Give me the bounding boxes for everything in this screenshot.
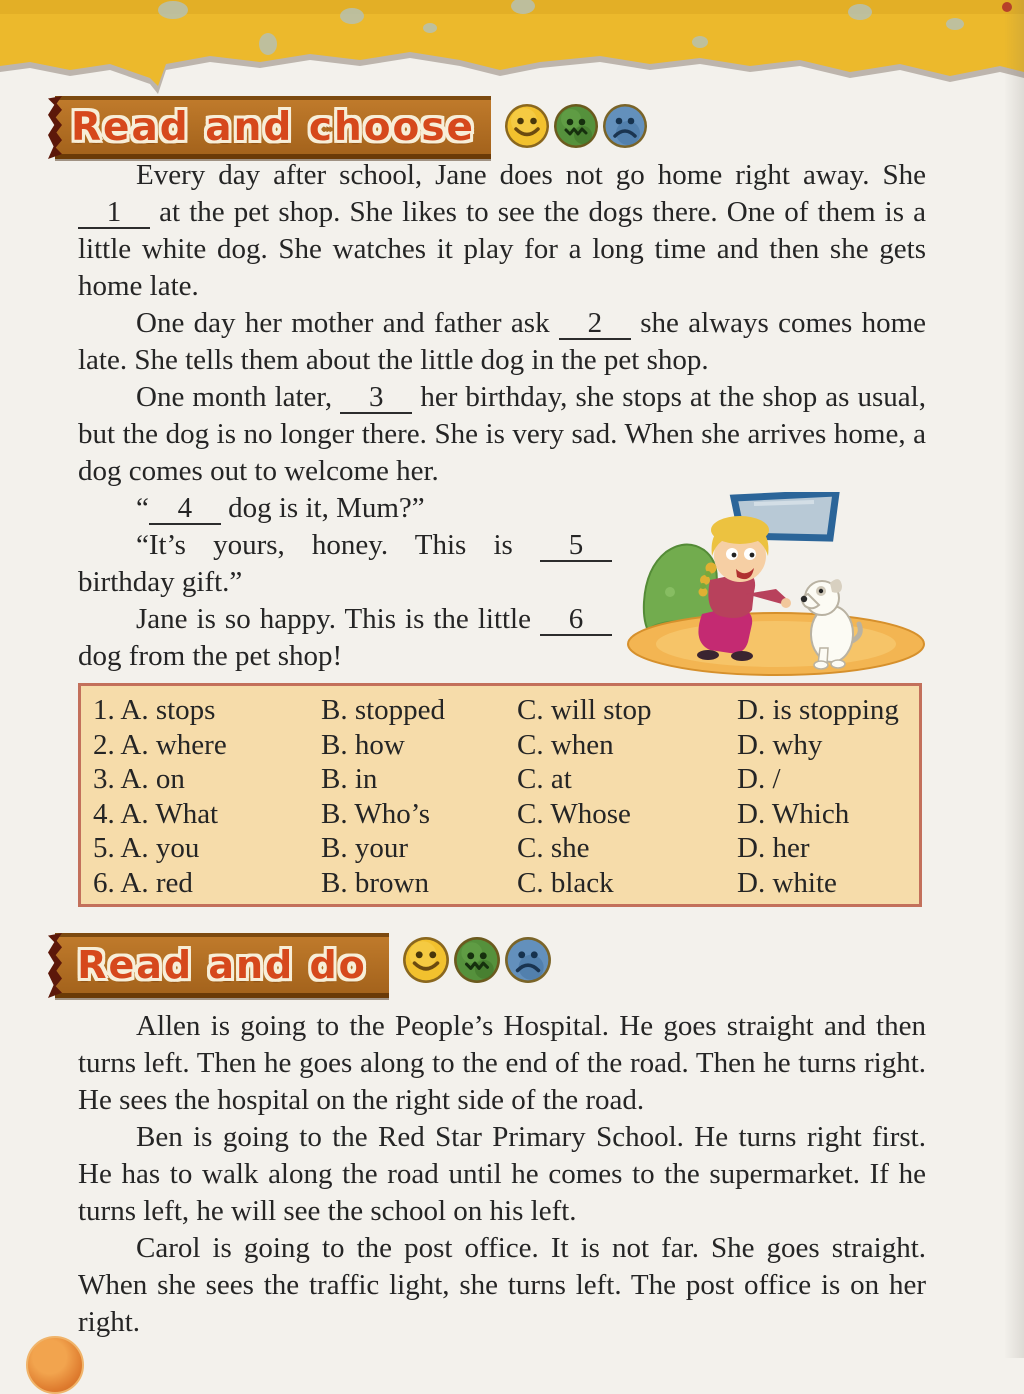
feedback-face-icons — [504, 103, 648, 149]
choice-option-a: 2. A. where — [93, 728, 227, 761]
red-corner-mark — [1002, 2, 1012, 12]
paragraph: Jane is so happy. This is the little 6 dog from the pet shop! — [78, 601, 926, 675]
choice-option-c: C. at — [517, 763, 572, 795]
choice-option-d: D. / — [737, 763, 781, 795]
choice-option-c: C. Whose — [517, 797, 631, 830]
banner-read-and-do — [55, 933, 389, 998]
fill-blank-3: 3 — [340, 382, 412, 414]
choice-option-a: 1. A. stops — [93, 694, 216, 726]
feedback-face-icons — [402, 936, 552, 984]
answer-choices-box — [78, 683, 922, 907]
choice-option-b: B. brown — [321, 866, 429, 899]
choice-option-a: 6. A. red — [93, 866, 193, 899]
fill-blank-5: 5 — [540, 530, 612, 562]
sad-face-icon — [602, 103, 648, 149]
choice-row — [93, 797, 919, 832]
soso-face-icon — [453, 936, 501, 984]
choice-option-c: C. she — [517, 832, 590, 864]
choice-row — [93, 693, 919, 728]
choice-option-b: B. stopped — [321, 694, 446, 726]
choice-option-c: C. when — [517, 728, 614, 761]
choice-option-b: B. your — [321, 832, 408, 864]
torn-paper-band — [0, 0, 1024, 100]
choice-option-c: C. will stop — [517, 694, 652, 726]
page-number-badge — [26, 1336, 84, 1394]
fill-blank-2: 2 — [559, 308, 631, 340]
banner-read-and-do-label: Read and do — [77, 943, 367, 987]
choice-option-d: D. Which — [737, 797, 850, 830]
choice-option-a: 5. A. you — [93, 832, 200, 864]
paragraph: Every day after school, Jane does not go home right away. She 1 at the pet shop. She likes to see the dogs there. One of them is a little white dog. She watches it play for a long time and then she gets home late. — [78, 159, 926, 302]
happy-face-icon — [504, 103, 550, 149]
sad-face-icon — [504, 936, 552, 984]
passage-1-intro — [78, 157, 926, 490]
choice-option-d: D. white — [737, 866, 837, 899]
paragraph: “It’s yours, honey. This is 5 birthday gift.” — [78, 527, 926, 601]
passage-read-and-choose — [78, 157, 926, 680]
choice-row — [93, 728, 919, 763]
paragraph: “ 4 dog is it, Mum?” — [136, 492, 425, 524]
fill-blank-4: 4 — [149, 493, 221, 525]
fill-blank-6: 6 — [540, 604, 612, 636]
banner-read-and-choose — [55, 96, 491, 159]
choice-option-b: B. how — [321, 728, 405, 761]
choice-option-d: D. why — [737, 728, 823, 761]
choice-row — [93, 762, 919, 797]
choice-option-b: B. in — [321, 763, 378, 795]
passage-read-and-do — [78, 1008, 926, 1341]
choice-row — [93, 831, 919, 866]
paragraph: Ben is going to the Red Star Primary School. He turns right first. He has to walk along the road until he comes to the supermarket. If he turns left, he will see the school on his left. — [78, 1121, 926, 1227]
choice-option-d: D. is stopping — [737, 694, 899, 726]
illustration-girl-and-dog — [624, 492, 926, 678]
choice-option-b: B. Who’s — [321, 797, 431, 830]
choice-option-d: D. her — [737, 832, 810, 864]
choice-option-a: 4. A. What — [93, 797, 219, 830]
paragraph: One month later, 3 her birthday, she stops at the shop as usual, but the dog is no longer there. She is very sad. When she arrives home, a dog comes out to welcome her. — [78, 381, 926, 487]
happy-face-icon — [402, 936, 450, 984]
choice-option-c: C. black — [517, 866, 614, 899]
banner-read-and-choose-label: Read and choose — [70, 104, 475, 150]
paragraph: One day her mother and father ask 2 she always comes home late. She tells them about the little dog in the pet shop. — [78, 307, 926, 376]
paragraph: Allen is going to the People’s Hospital. He goes straight and then turns left. Then he goes along to the end of the road. Then he turns right. He sees the hospital on the right side of the road. — [78, 1010, 926, 1116]
soso-face-icon — [553, 103, 599, 149]
choice-row — [93, 866, 919, 901]
paragraph: Carol is going to the post office. It is not far. She goes straight. When she sees the traffic light, she turns left. The post office is on her right. — [78, 1232, 926, 1338]
fill-blank-1: 1 — [78, 197, 150, 229]
choice-option-a: 3. A. on — [93, 763, 185, 795]
